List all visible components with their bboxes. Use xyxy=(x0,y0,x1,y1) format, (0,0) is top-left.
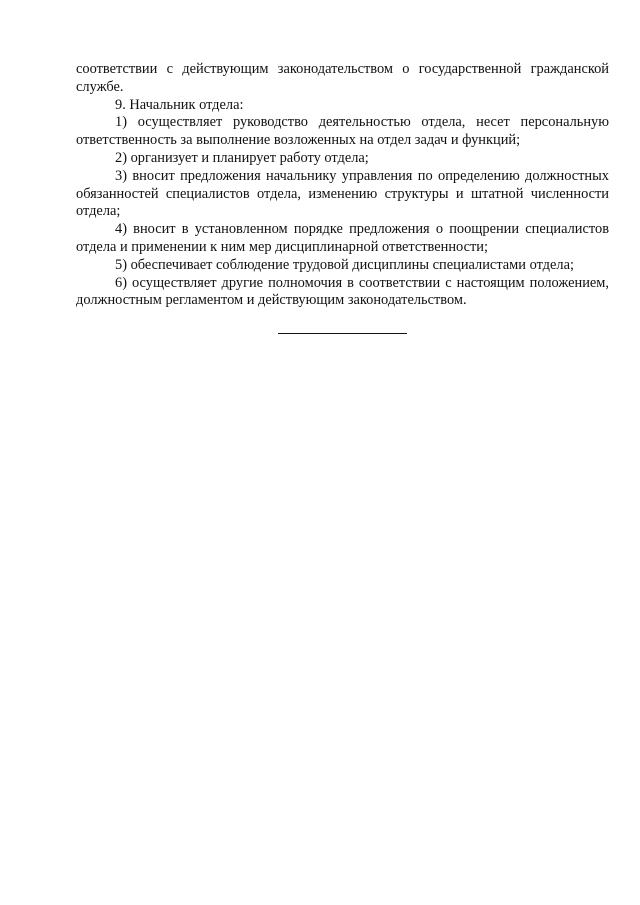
paragraph-item-6: 6) осуществляет другие полномочия в соответствии с настоящим положением, должностным регламентом и действующим законодательством. xyxy=(76,274,609,309)
paragraph-item-2: 2) организует и планирует работу отдела; xyxy=(115,149,369,166)
paragraph-item-4: 4) вносит в установленном порядке предложения о поощрении специалистов отдела и применении к ним мер дисциплинарной ответственности; xyxy=(76,221,609,255)
paragraph-section-9-heading: 9. Начальник отдела: xyxy=(115,96,244,113)
paragraph-continuation: соответствии с действующим законодательством о государственной гражданской службе. xyxy=(76,61,609,95)
document-body xyxy=(76,61,609,310)
end-separator-line xyxy=(278,333,407,334)
paragraph-item-5: 5) обеспечивает соблюдение трудовой дисциплины специалистами отдела; xyxy=(115,256,574,273)
paragraph-item-1: 1) осуществляет руководство деятельностью отдела, несет персональную ответственность за выполнение возложенных на отдел задач и функций; xyxy=(76,114,609,149)
paragraph-item-3: 3) вносит предложения начальнику управления по определению должностных обязанностей специалистов отдела, изменению структуры и штатной численности отдела; xyxy=(76,167,609,220)
